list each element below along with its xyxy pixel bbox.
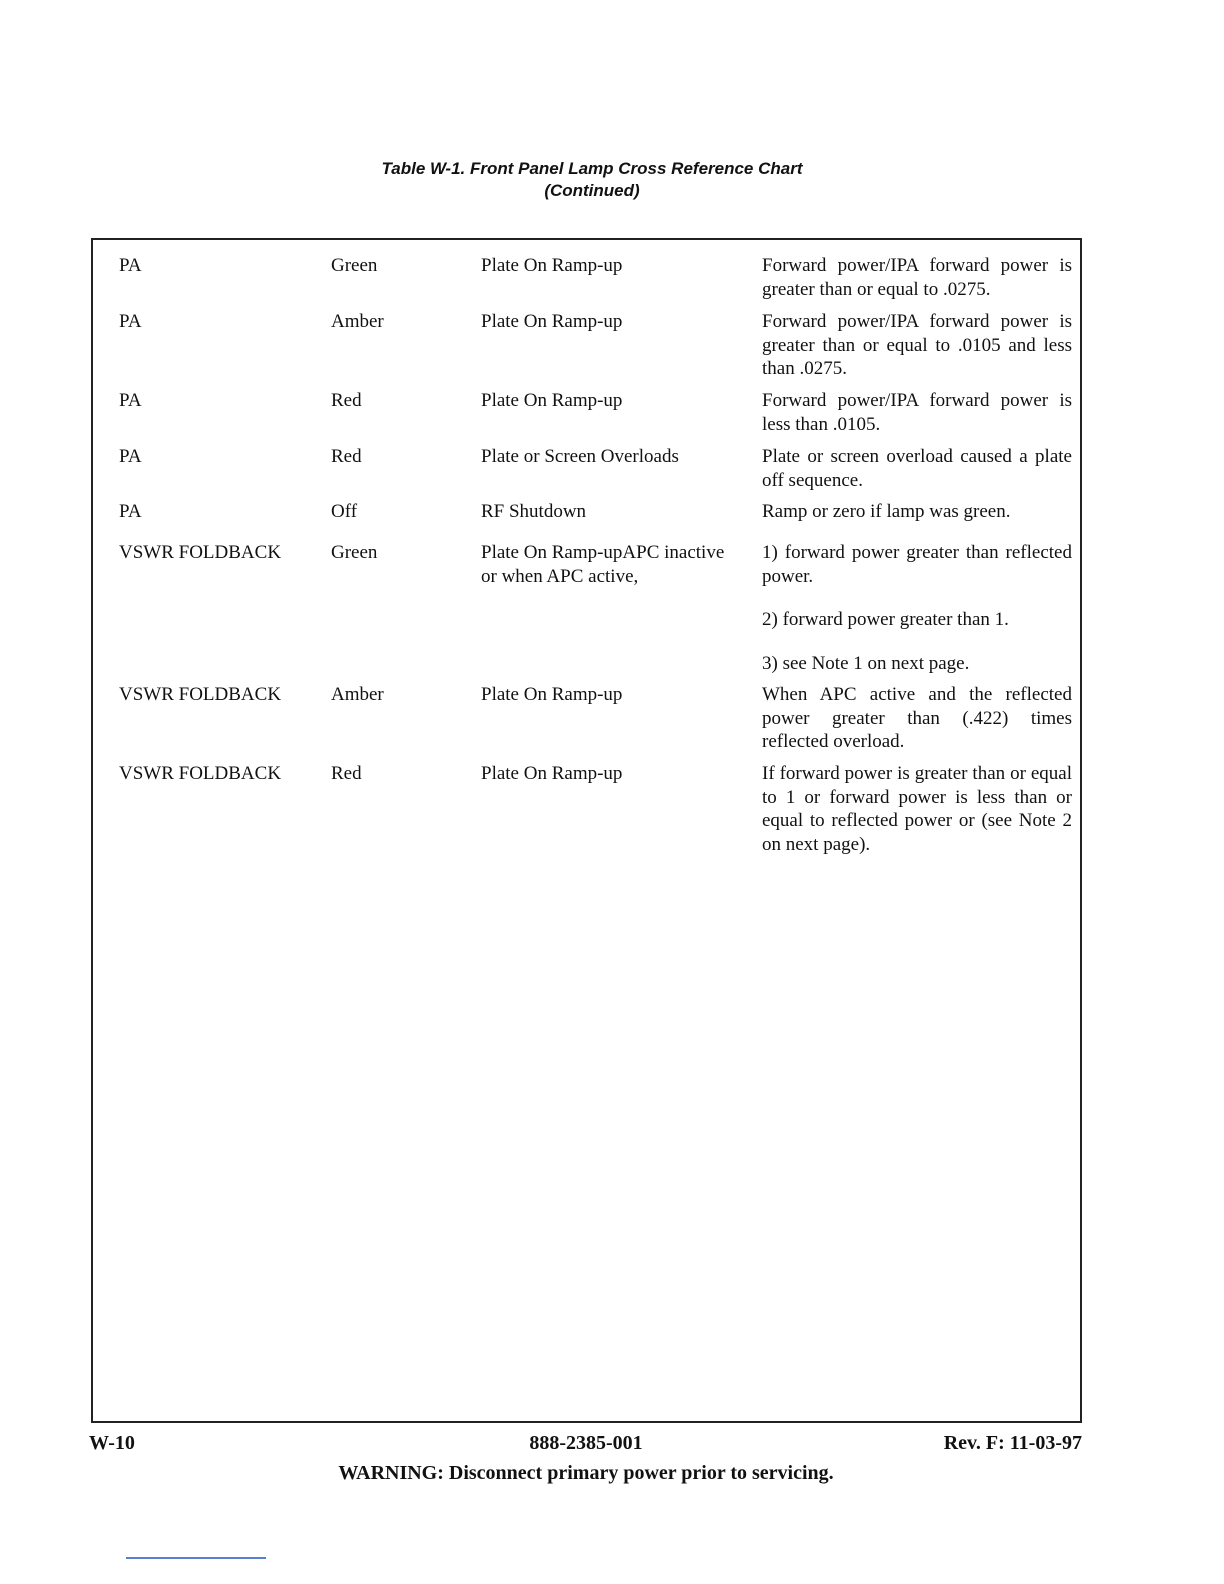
lamp-cell: PA xyxy=(119,311,142,332)
description-text: Ramp or zero if lamp was green. xyxy=(762,501,1011,522)
table-caption-continued: (Continued) xyxy=(544,181,640,200)
lamp-cell: PA xyxy=(119,255,142,276)
scan-artifact-line xyxy=(126,1557,266,1559)
condition-cell: Plate On Ramp-up xyxy=(481,255,623,276)
lamp-cell: VSWR FOLDBACK xyxy=(119,763,282,784)
color-cell: Red xyxy=(331,390,362,411)
color-cell: Red xyxy=(331,763,362,784)
color-cell: Amber xyxy=(331,684,384,705)
color-cell: Off xyxy=(331,501,358,522)
description-cell xyxy=(762,389,1072,436)
description-cell xyxy=(762,762,1072,856)
lamp-cell: VSWR FOLDBACK xyxy=(119,542,282,563)
description-text: 1) forward power greater than reflected power. xyxy=(762,542,1072,587)
color-cell: Green xyxy=(331,542,378,563)
revision-label: Rev. F: 11-03-97 xyxy=(943,1432,1082,1454)
description-cell xyxy=(762,310,1072,381)
color-cell: Red xyxy=(331,446,362,467)
condition-cell: RF Shutdown xyxy=(481,501,587,522)
condition-cell: Plate or Screen Overloads xyxy=(481,446,679,467)
description-text: Plate or screen overload caused a plate off sequence. xyxy=(762,446,1072,491)
condition-cell: Plate On Ramp-up xyxy=(481,390,623,411)
description-cell xyxy=(762,254,1072,301)
warning-notice: WARNING: Disconnect primary power prior to servicing. xyxy=(338,1462,834,1484)
description-text: When APC active and the reflected power greater than (.422) times reflected overload. xyxy=(762,684,1072,752)
description-cell xyxy=(762,683,1072,754)
description-text: 2) forward power greater than 1. xyxy=(762,609,1009,630)
description-text: If forward power is greater than or equal to 1 or forward power is less than or equal to reflected power or (see Note 2 on next page). xyxy=(762,763,1072,855)
color-cell: Amber xyxy=(331,311,384,332)
table-caption: Table W-1. Front Panel Lamp Cross Reference Chart xyxy=(381,159,803,178)
page-number: W-10 xyxy=(89,1432,135,1454)
document-number: 888-2385-001 xyxy=(529,1432,643,1454)
description-text: 3) see Note 1 on next page. xyxy=(762,652,970,674)
lamp-cell: PA xyxy=(119,446,142,467)
condition-cell: Plate On Ramp-upAPC inactive or when APC active, xyxy=(481,542,725,587)
lamp-cell: PA xyxy=(119,501,142,522)
description-text: Forward power/IPA forward power is less than .0105. xyxy=(762,390,1072,435)
color-cell: Green xyxy=(331,255,378,276)
condition-cell: Plate On Ramp-up xyxy=(481,684,623,705)
condition-cell: Plate On Ramp-up xyxy=(481,311,623,332)
description-text: Forward power/IPA forward power is greater than or equal to .0105 and less than .0275. xyxy=(762,311,1072,379)
condition-cell: Plate On Ramp-up xyxy=(481,763,623,784)
description-text: Forward power/IPA forward power is greater than or equal to .0275. xyxy=(762,255,1072,300)
description-cell xyxy=(762,445,1072,492)
description-cell xyxy=(762,500,1072,524)
table-frame xyxy=(91,238,1082,1423)
lamp-cell: VSWR FOLDBACK xyxy=(119,684,282,705)
lamp-cell: PA xyxy=(119,390,142,411)
description-cell xyxy=(762,541,1072,675)
